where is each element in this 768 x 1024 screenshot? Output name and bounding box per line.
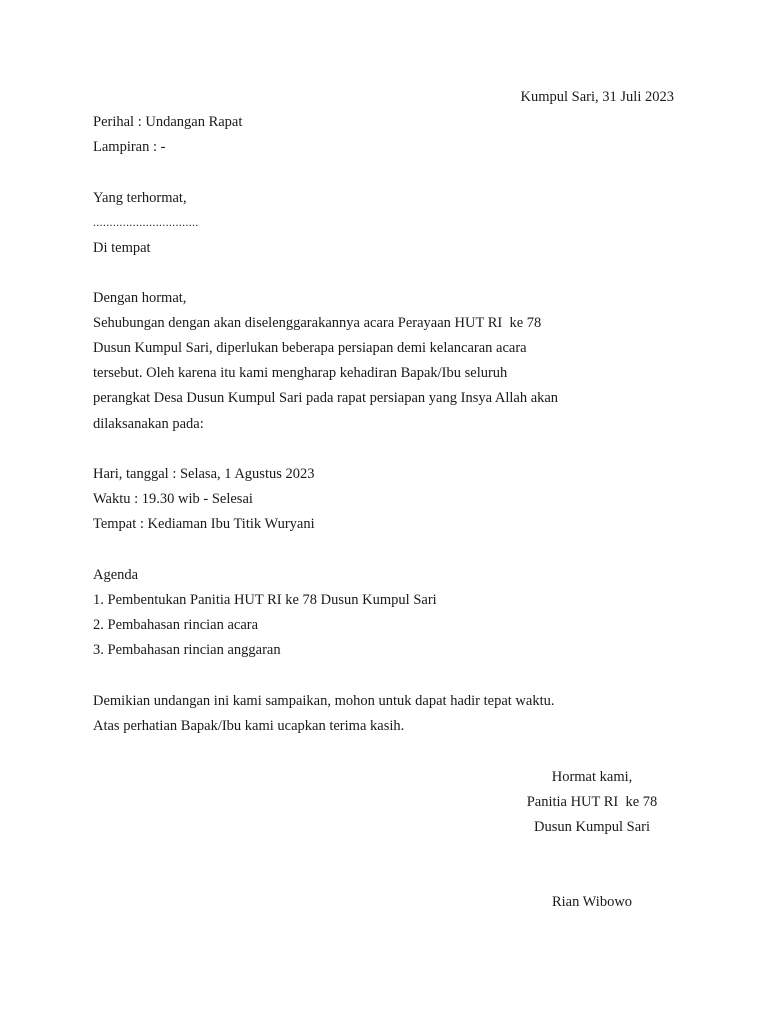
body-line: perangkat Desa Dusun Kumpul Sari pada rapat persiapan yang Insya Allah akan: [93, 390, 559, 406]
body-line: dilaksanakan pada:: [93, 416, 204, 432]
signature-org-line1: Panitia HUT RI ke 78: [526, 794, 658, 810]
attachment-line: Lampiran : -: [93, 139, 166, 155]
body-line: Dusun Kumpul Sari, diperlukan beberapa persiapan demi kelancaran acara: [93, 340, 527, 356]
place-date: Kumpul Sari, 31 Juli 2023: [520, 89, 674, 105]
body-line: tersebut. Oleh karena itu kami mengharap kehadiran Bapak/Ibu seluruh: [93, 365, 508, 381]
subject-line: Perihal : Undangan Rapat: [93, 114, 243, 130]
closing-line: Demikian undangan ini kami sampaikan, mohon untuk dapat hadir tepat waktu.: [93, 693, 555, 709]
salutation: Yang terhormat,: [93, 190, 187, 206]
recipient-location: Di tempat: [93, 240, 151, 256]
signature-name: Rian Wibowo: [551, 894, 633, 910]
agenda-item: 1. Pembentukan Panitia HUT RI ke 78 Dusun Kumpul Sari: [93, 592, 437, 608]
agenda-item: 2. Pembahasan rincian acara: [93, 617, 259, 633]
agenda-item: 3. Pembahasan rincian anggaran: [93, 642, 281, 658]
detail-day-date: Hari, tanggal : Selasa, 1 Agustus 2023: [93, 466, 315, 482]
detail-time: Waktu : 19.30 wib - Selesai: [93, 491, 253, 507]
signature-regards: Hormat kami,: [551, 769, 633, 785]
body-line: Sehubungan dengan akan diselenggarakannya acara Perayaan HUT RI ke 78: [93, 315, 542, 331]
recipient-blank: ................................: [93, 215, 199, 229]
closing-line: Atas perhatian Bapak/Ibu kami ucapkan terima kasih.: [93, 718, 405, 734]
detail-place: Tempat : Kediaman Ibu Titik Wuryani: [93, 516, 315, 532]
agenda-title: Agenda: [93, 567, 139, 583]
greeting: Dengan hormat,: [93, 290, 187, 306]
signature-org-line2: Dusun Kumpul Sari: [534, 819, 650, 835]
